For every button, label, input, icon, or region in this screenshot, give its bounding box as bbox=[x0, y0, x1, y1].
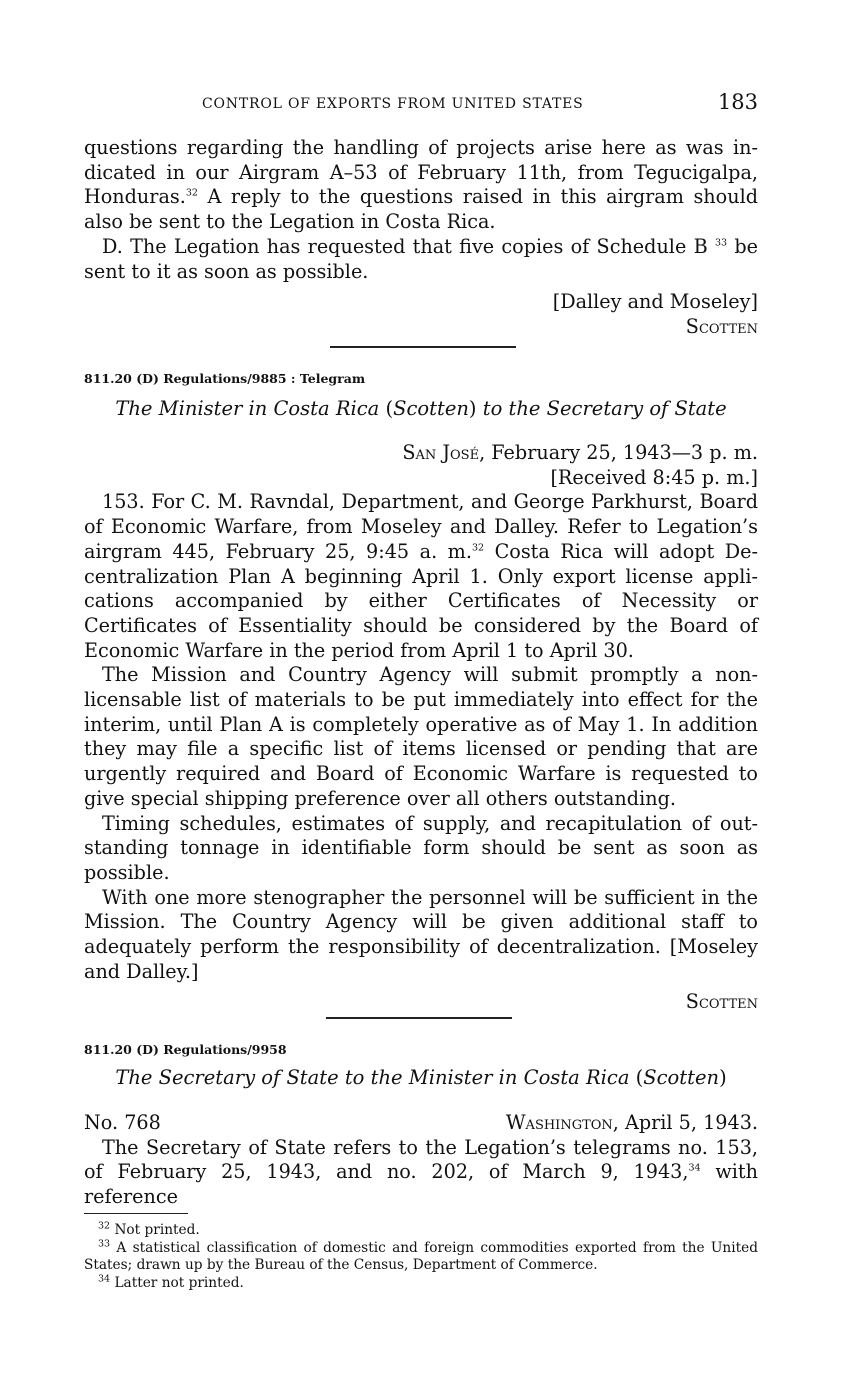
running-title: CONTROL OF EXPORTS FROM UNITED STATES bbox=[202, 96, 584, 112]
footnote-34: $^{34}$ Latter not printed. bbox=[98, 1272, 244, 1291]
page-number: 183 bbox=[717, 90, 758, 114]
telegram-paragraph-3: Timing schedules, estimates of supply, and recapitulation of outstanding tonnage in identifiable form should be sent as soon as possible. bbox=[84, 811, 758, 884]
dateline bbox=[84, 1111, 758, 1136]
footnote-ref: 32 bbox=[471, 542, 485, 554]
file-reference: 811.20 (D) Regulations/9885 : Telegram bbox=[84, 371, 366, 386]
telegram-paragraph-2: The Mission and Country Agency will submit promptly a nonlicensable list of materials to be put immediately into effect for the interim, until Plan A is completely operative as of May 1. In addition they may file a specific list of items licensed or pending that are urgently required and Board of Economic Warfare is requested to give special shipping preference over all others outstanding. bbox=[84, 663, 758, 810]
footnote-32: $^{32}$ Not printed. bbox=[98, 1220, 200, 1238]
footnote-33: $^{33}$ A statistical classification of domestic and foreign commodities exported from the United States; drawn up by the Bureau of the Census, Department of Commerce. bbox=[84, 1237, 758, 1273]
place-date: Washington, April 5, 1943. bbox=[505, 1111, 758, 1134]
section-divider bbox=[326, 1017, 512, 1019]
file-reference: 811.20 (D) Regulations/9958 bbox=[84, 1042, 287, 1057]
document-page bbox=[84, 0, 758, 1380]
footnote-divider bbox=[84, 1213, 188, 1214]
instruction-number: No. 768 bbox=[84, 1111, 161, 1134]
document-2-body bbox=[84, 1111, 758, 1210]
received-time: [Received 8:45 p. m.] bbox=[550, 465, 758, 489]
footnote-ref: 33 bbox=[714, 237, 728, 249]
instruction-paragraph-1: The Secretary of State refers to the Legation’s telegrams no. 153, of February 25, 1943, and no. 202, of March 9, 1943,34 with reference bbox=[84, 1135, 759, 1209]
bracket-names: [Dalley and Moseley] bbox=[552, 290, 758, 314]
continuation-paragraph-2: D. The Legation has requested that five copies of Schedule B $^{33}$ be sent to it as soon as possible. bbox=[84, 234, 758, 283]
telegram-paragraph-4: With one more stenographer the personnel will be sufficient in the Mission. The Country Agency will be given additional staff to adequately perform the responsibility of decentralization. [Moseley and Dalley.] bbox=[84, 885, 758, 983]
section-divider bbox=[330, 346, 516, 348]
continuation-paragraph-1: questions regarding the handling of projects arise here as was indicated in our Airgram A–53 of February 11th, from Tegucigalpa, Honduras.$^{32}$ A reply to the questions raised in this airgram should also be sent to the Legation in Costa Rica. bbox=[84, 136, 758, 234]
continuation-text bbox=[84, 136, 758, 340]
footnote-ref: 34 bbox=[688, 1163, 701, 1175]
footnotes bbox=[84, 1222, 758, 1292]
document-heading: The Secretary of State to the Minister in Costa Rica (Scotten) bbox=[115, 1066, 727, 1089]
signature: Scotten bbox=[685, 314, 758, 338]
document-heading: The Minister in Costa Rica (Scotten) to the Secretary of State bbox=[115, 397, 727, 420]
telegram-paragraph-1: 153. For C. M. Ravndal, Department, and George Parkhurst, Board of Economic Warfare, from Moseley and Dalley. Refer to Legation’s airgram 445, February 25, 9:45 a. m.$^{32}$ Costa Rica will adopt Decentralization Plan A beginning April 1. Only export license applications accompanied by either Certificates of Necessity or Certificates of Essentiality should be considered by the Board of Economic Warfare in the period from April 1 to April 30. bbox=[84, 490, 758, 662]
running-head bbox=[84, 92, 758, 118]
dateline: San José, February 25, 1943—3 p. m. bbox=[402, 441, 758, 464]
footnote-ref: 32 bbox=[185, 188, 198, 200]
document-1-body bbox=[84, 441, 758, 1015]
signature: Scotten bbox=[685, 990, 758, 1014]
